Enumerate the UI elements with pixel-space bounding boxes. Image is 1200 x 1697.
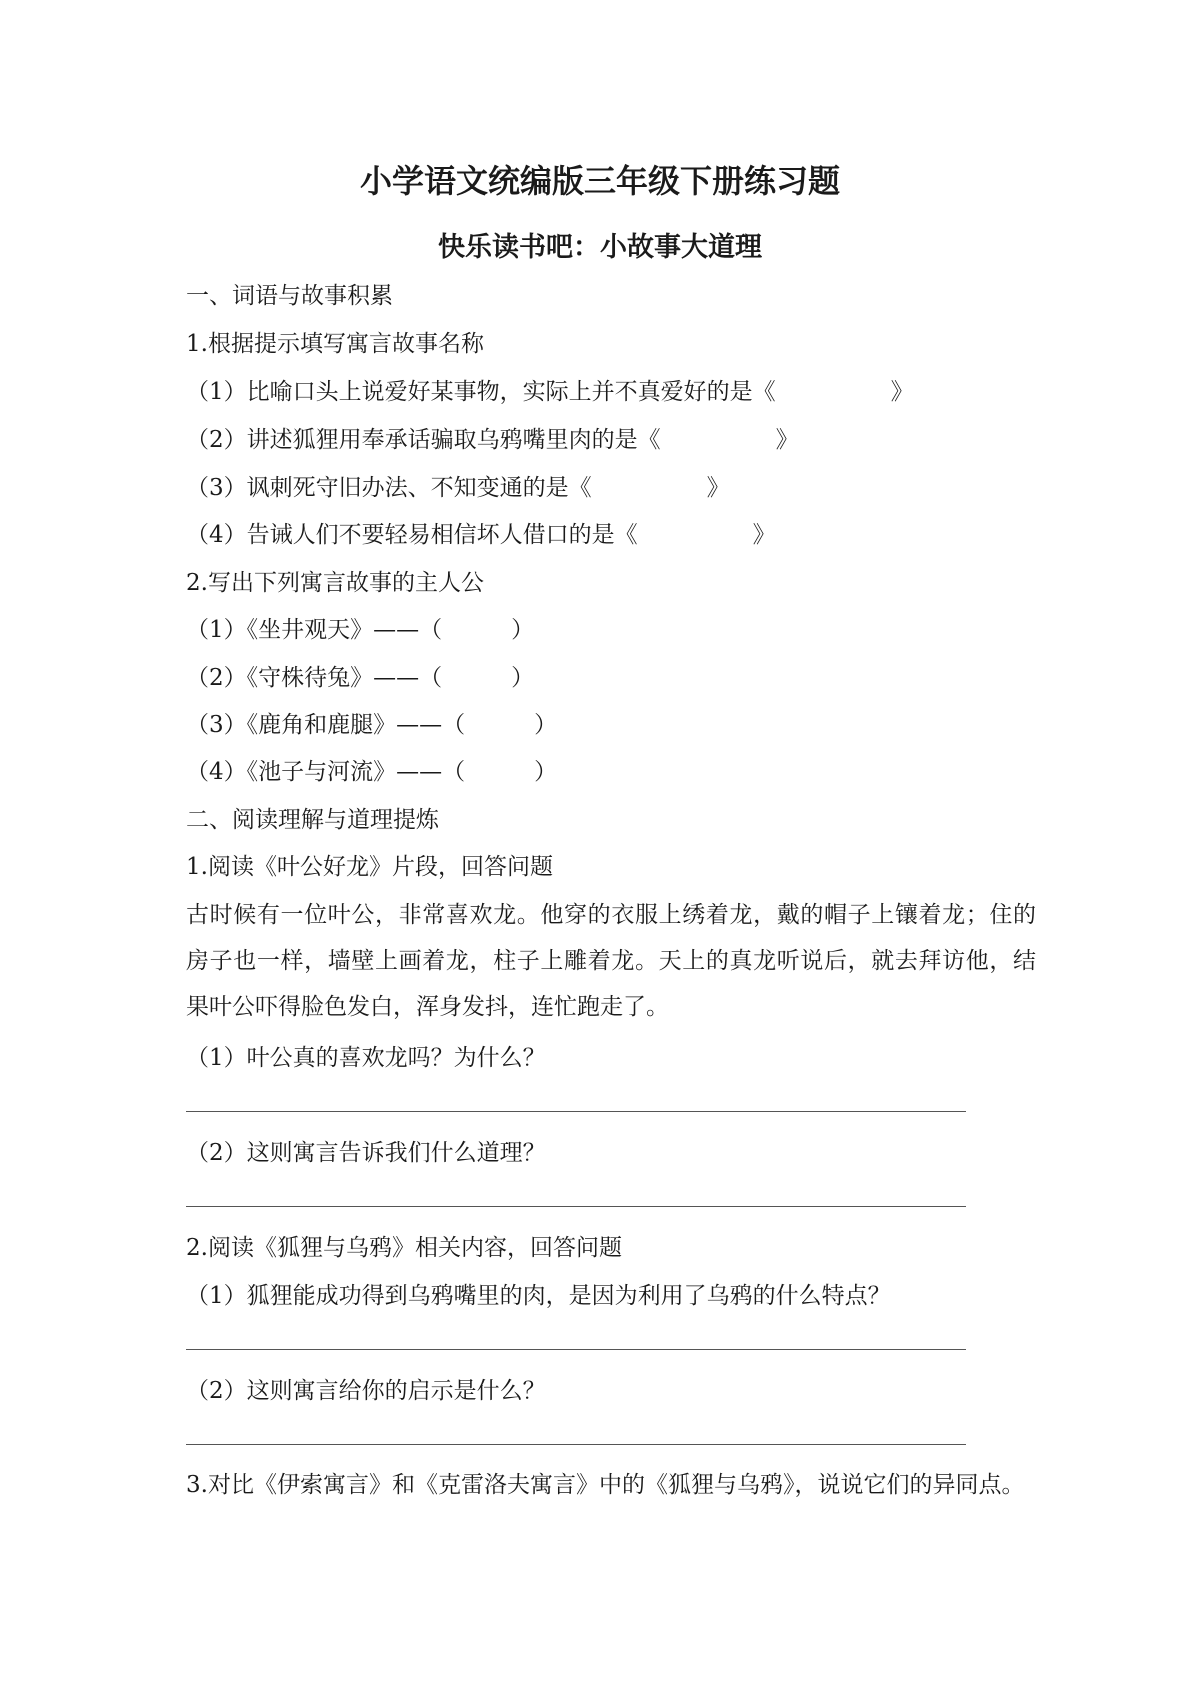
s2-q2-sub1: （1）狐狸能成功得到乌鸦嘴里的肉，是因为利用了乌鸦的什么特点？ <box>186 1283 891 1309</box>
s2-q1-sub2: （2）这则寓言告诉我们什么道理？ <box>186 1140 546 1166</box>
page-title: 小学语文统编版三年级下册练习题 <box>359 162 840 200</box>
s2-q3-stem: 3.对比《伊索寓言》和《克雷洛夫寓言》中的《狐狸与乌鸦》，说说它们的异同点。 <box>186 1472 1025 1498</box>
s1-q1-item-2: （2）讲述狐狸用奉承话骗取乌鸦嘴里肉的是《 》 <box>186 427 799 453</box>
s1-q1-item-3: （3）讽刺死守旧办法、不知变通的是《 》 <box>186 475 730 501</box>
s2-q1-passage: 古时候有一位叶公，非常喜欢龙。他穿的衣服上绣着龙，戴的帽子上镶着龙；住的房子也一样，墙壁上画着龙，柱子上雕着龙。天上的真龙听说后，就去拜访他，结果叶公吓得脸色发白，浑身发抖，连忙跑走了。 <box>186 902 1036 1020</box>
s2-q1-stem: 1.阅读《叶公好龙》片段，回答问题 <box>186 854 553 880</box>
s1-q1-item-1: （1）比喻口头上说爱好某事物，实际上并不真爱好的是《 》 <box>186 379 914 405</box>
answer-line <box>186 1111 966 1112</box>
s2-q2-sub2: （2）这则寓言给你的启示是什么？ <box>186 1378 546 1404</box>
answer-line <box>186 1444 966 1445</box>
s1-q2-item-3: （3）《鹿角和鹿腿》——（ ） <box>186 712 558 738</box>
s1-q2-item-2: （2）《守株待兔》——（ ） <box>186 665 535 691</box>
s1-q2-stem: 2.写出下列寓言故事的主人公 <box>186 570 484 596</box>
s1-q2-item-1: （1）《坐井观天》——（ ） <box>186 617 535 643</box>
s1-q1-item-4: （4）告诫人们不要轻易相信坏人借口的是《 》 <box>186 522 776 548</box>
s1-q2-item-4: （4）《池子与河流》——（ ） <box>186 759 558 785</box>
page-subtitle: 快乐读书吧：小故事大道理 <box>438 232 762 263</box>
section1-heading: 一、词语与故事积累 <box>186 283 393 309</box>
section2-heading: 二、阅读理解与道理提炼 <box>186 807 439 833</box>
s1-q1-stem: 1.根据提示填写寓言故事名称 <box>186 331 484 357</box>
s2-q1-sub1: （1）叶公真的喜欢龙吗？为什么？ <box>186 1045 546 1071</box>
answer-line <box>186 1349 966 1350</box>
s2-q2-stem: 2.阅读《狐狸与乌鸦》相关内容，回答问题 <box>186 1235 622 1261</box>
answer-line <box>186 1206 966 1207</box>
